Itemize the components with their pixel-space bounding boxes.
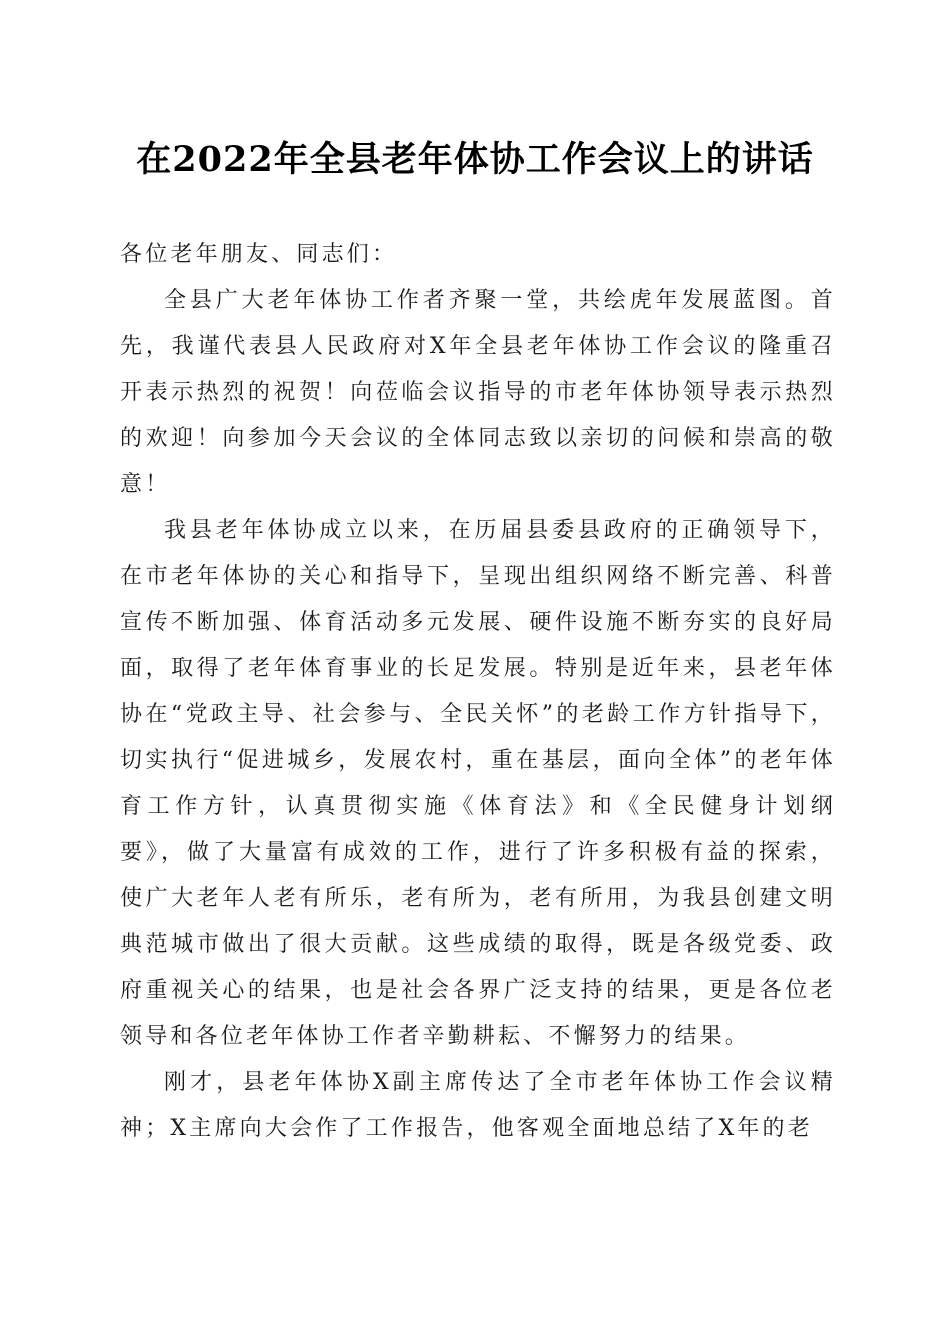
document-title: 在2022年全县老年体协工作会议上的讲话: [136, 139, 814, 180]
document-body: [120, 232, 836, 1152]
paragraph-achievements: 我县老年体协成立以来，在历届县委县政府的正确领导下，在市老年体协的关心和指导下，呈现出组织网络不断完善、科普宣传不断加强、体育活动多元发展、硬件设施不断夯实的良好局面，取得了老年体育事业的长足发展。特别是近年来，县老年体协在“党政主导、社会参与、全民关怀”的老龄工作方针指导下，切实执行“促进城乡，发展农村，重在基层，面向全体”的老年体育工作方针，认真贯彻实施《体育法》和《全民健身计划纲要》，做了大量富有成效的工作，进行了许多积极有益的探索，使广大老年人老有所乐，老有所为，老有所用，为我县创建文明典范城市做出了很大贡献。这些成绩的取得，既是各级党委、政府重视关心的结果，也是社会各界广泛支持的结果，更是各位老领导和各位老年体协工作者辛勤耕耘、不懈努力的结果。: [120, 518, 836, 1049]
salutation: 各位老年朋友、同志们：: [120, 242, 398, 267]
paragraph-meeting-report: 刚才，县老年体协X副主席传达了全市老年体协工作会议精神；X主席向大会作了工作报告，他客观全面地总结了X年的老: [120, 1070, 836, 1141]
paragraph-opening: 全县广大老年体协工作者齐聚一堂，共绘虎年发展蓝图。首先，我谨代表县人民政府对X年全县老年体协工作会议的隆重召开表示热烈的祝贺！向莅临会议指导的市老年体协领导表示热烈的欢迎！向参加今天会议的全体同志致以亲切的问候和崇高的敬意！: [120, 288, 836, 497]
